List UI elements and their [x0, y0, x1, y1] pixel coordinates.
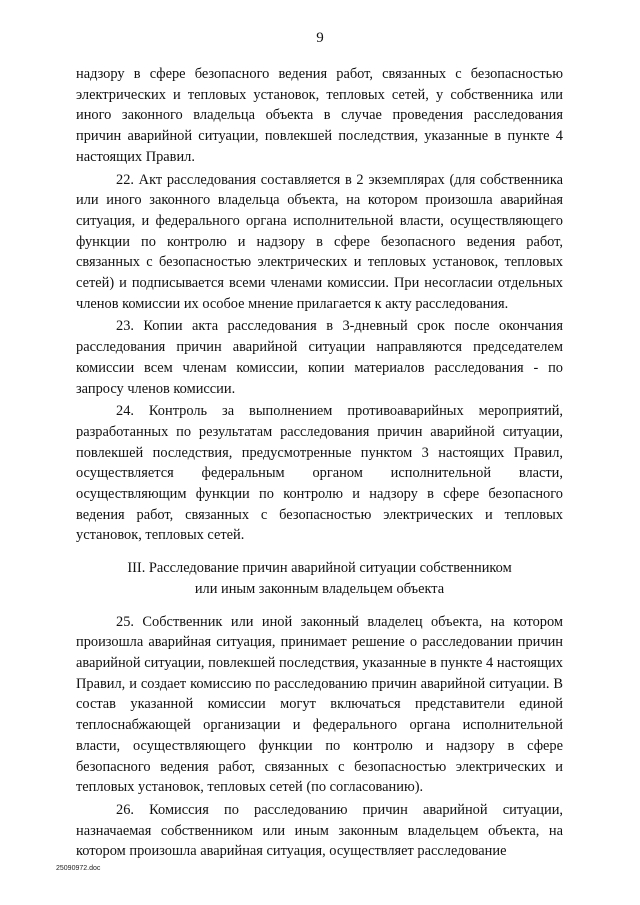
paragraph-22: 22. Акт расследования составляется в 2 экземплярах (для собственника или иного законного владельца объекта, на котором произошла аварийная ситуация, и федерального органа исполнительной власти, осуществляющего функции по контролю и надзору в сфере безопасного ведения работ, связанных с безопасностью электрических и тепловых установок, тепловых сетей) и подписывается всеми членами комиссии. При несогласии отдельных членов комиссии их особое мнение прилагается к акту расследования. — [76, 171, 563, 312]
section-heading-line-1: III. Расследование причин аварийной ситуации собственником — [127, 560, 512, 577]
document-body — [76, 64, 563, 862]
page-number: 9 — [316, 30, 324, 46]
paragraph-25: 25. Собственник или иной законный владелец объекта, на котором произошла аварийная ситуация, принимает решение о расследовании причин аварийной ситуации, повлекшей последствия, указанные в пункте 4 настоящих Правил, и создает комиссию по расследованию причин аварийной ситуации. В состав указанной комиссии могут включаться представители единой теплоснабжающей организации и федерального органа исполнительной власти, осуществляющего функции по контролю и надзору в сфере безопасного ведения работ, связанных с безопасностью электрических и тепловых установок, тепловых сетей (по согласованию). — [76, 613, 563, 796]
file-name-footer: 25090972.doc — [56, 865, 101, 872]
section-heading-line-2: или иным законным владельцем объекта — [194, 580, 445, 597]
paragraph-23: 23. Копии акта расследования в 3-дневный срок после окончания расследования причин аварийной ситуации направляются председателем комиссии всем членам комиссии, копии материалов расследования - по запросу членов комиссии. — [76, 318, 563, 397]
paragraph-24: 24. Контроль за выполнением противоаварийных мероприятий, разработанных по результатам расследования причин аварийной ситуации, повлекшей последствия, предусмотренные пунктом 3 настоящих Правил, осуществляется федеральным органом исполнительной власти, осуществляющим функции по контролю и надзору в сфере безопасного ведения работ, связанных с безопасностью электрических и тепловых установок, тепловых сетей. — [76, 403, 563, 544]
section-heading — [76, 558, 563, 599]
paragraph-21-continuation: надзору в сфере безопасного ведения работ, связанных с безопасностью электрических и тепловых установок, тепловых сетей, у собственника или иного законного владельца объекта в случае проведения расследования причин аварийной ситуации, повлекшей последствия, указанные в пункте 4 настоящих Правил. — [76, 66, 563, 165]
paragraph-26: 26. Комиссия по расследованию причин аварийной ситуации, назначаемая собственником или иным законным владельцем объекта, на котором произошла аварийная ситуация, осуществляет расследование — [76, 801, 563, 860]
